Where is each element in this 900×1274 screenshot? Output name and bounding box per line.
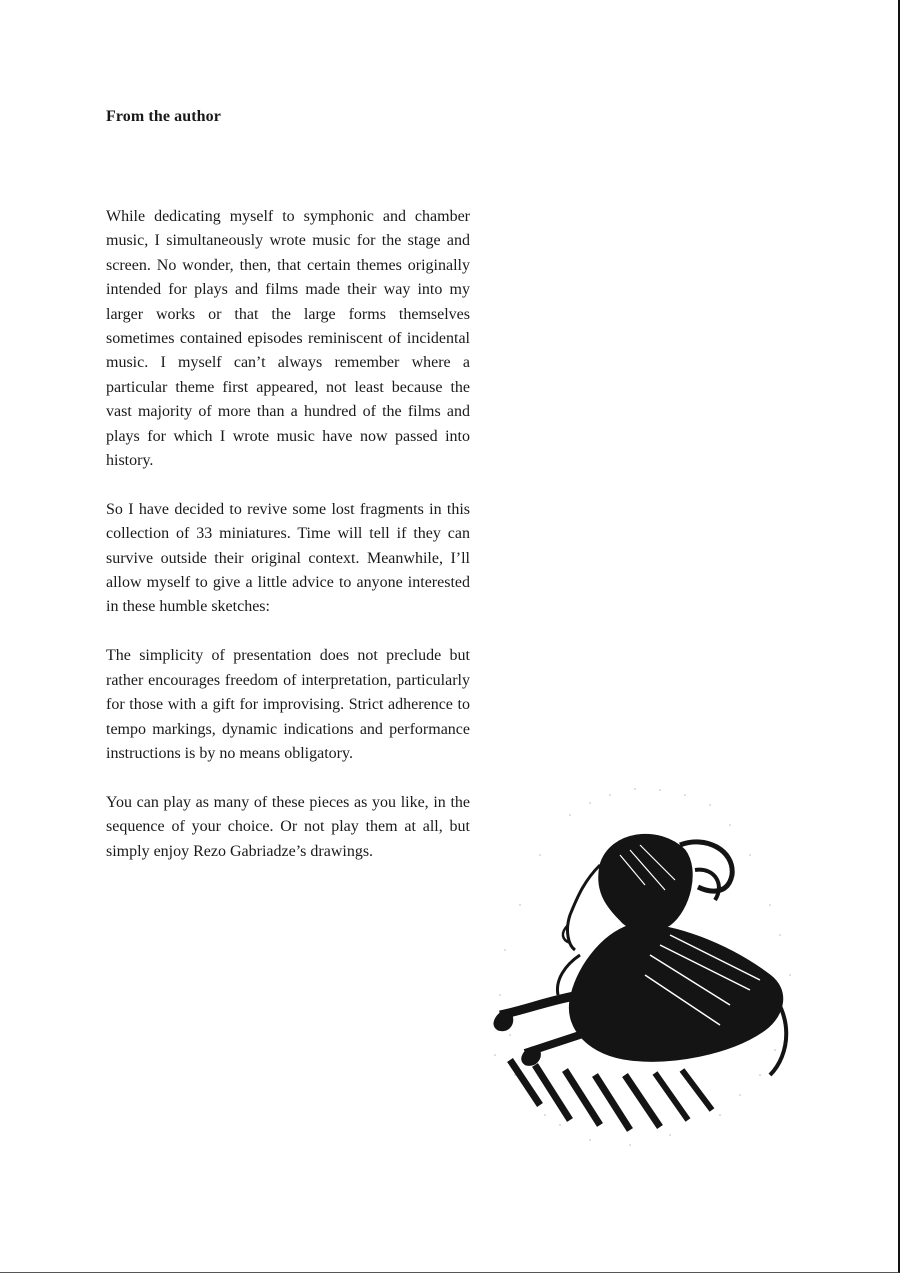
paragraph-3: The simplicity of presentation does not preclude but rather encourages freedom of interpretation, particularly for those with a gift for improvising. Strict adherence to tempo markings, dynamic indications and performance instructions is by no means obligatory. [106,647,470,762]
paragraph-1: While dedicating myself to symphonic and chamber music, I simultaneously wrote music for the stage and screen. No wonder, then, that certain themes originally intended for plays and films made their way into my larger works or that the large forms themselves sometimes contained episodes reminiscent of incidental music. I myself can’t always remember where a particular theme first appeared, not least because the vast majority of more than a hundred of the films and plays for which I wrote music have now passed into history. [106,208,470,470]
paragraph-2: So I have decided to revive some lost fragments in this collection of 33 miniatures. Time will tell if they can survive outside their original context. Meanwhile, I’ll allow myself to give a little advice to anyone interested in these humble sketches: [106,500,470,616]
page-heading: From the author [106,108,221,125]
author-text [106,205,470,888]
pianist-ink-sketch-icon [470,775,810,1155]
paragraph-4: You can play as many of these pieces as you like, in the sequence of your choice. Or not play them at all, but simply enjoy Rezo Gabriadze’s drawings. [106,793,470,860]
